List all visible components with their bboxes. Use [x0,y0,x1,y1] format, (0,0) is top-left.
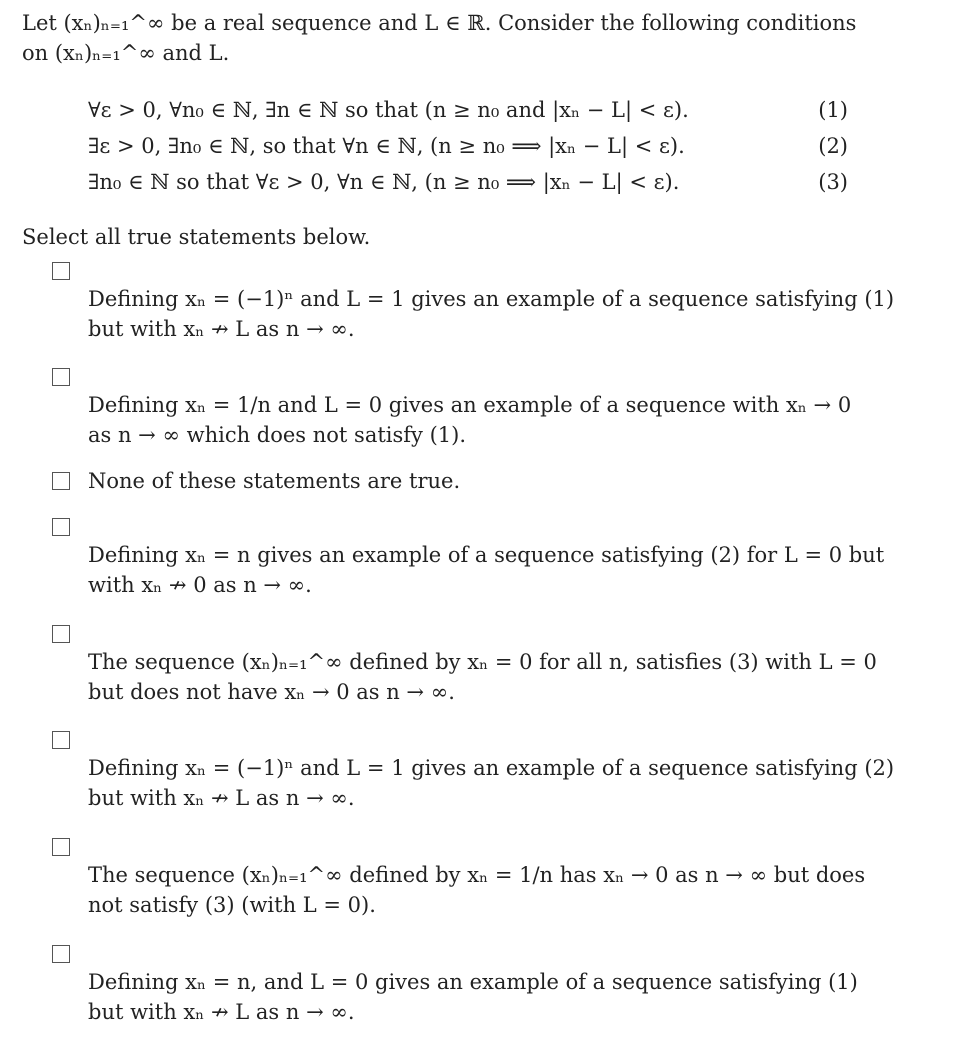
option-line-2: but does not have xₙ → 0 as n → ∞. [88,680,455,704]
option-line-1: Defining xₙ = 1/n and L = 0 gives an example of a sequence with xₙ → 0 [88,393,852,417]
option-line-1: None of these statements are true. [88,469,461,493]
option-line-1: Defining xₙ = n, and L = 0 gives an example of a sequence satisfying (1) [88,970,858,994]
option-line-1: Defining xₙ = (−1)ⁿ and L = 1 gives an example of a sequence satisfying (2) [88,756,895,780]
option-line-1: Defining xₙ = (−1)ⁿ and L = 1 gives an example of a sequence satisfying (1) [88,287,895,311]
option-line-2: not satisfy (3) (with L = 0). [88,893,376,917]
option-checkbox[interactable] [52,838,70,856]
condition-number: (3) [818,170,848,194]
condition-number: (2) [818,134,848,158]
intro-line-2: on (xₙ)ₙ₌₁^∞ and L. [22,41,230,65]
option-checkbox[interactable] [52,262,70,280]
condition-2 [88,128,848,164]
option-line-2: but with xₙ ↛ L as n → ∞. [88,1000,355,1024]
option-checkbox[interactable] [52,518,70,536]
option-checkbox[interactable] [52,472,70,490]
option-line-2: but with xₙ ↛ L as n → ∞. [88,786,355,810]
condition-1 [88,92,848,128]
condition-text: ∃n₀ ∈ ℕ so that ∀ε > 0, ∀n ∈ ℕ, (n ≥ n₀ ⟹ |xₙ − L| < ε). [88,170,680,194]
option-line-1: The sequence (xₙ)ₙ₌₁^∞ defined by xₙ = 1/n has xₙ → 0 as n → ∞ but does [88,863,866,887]
condition-text: ∃ε > 0, ∃n₀ ∈ ℕ, so that ∀n ∈ ℕ, (n ≥ n₀ ⟹ |xₙ − L| < ε). [88,134,685,158]
option-line-2: with xₙ ↛ 0 as n → ∞. [88,573,312,597]
condition-text: ∀ε > 0, ∀n₀ ∈ ℕ, ∃n ∈ ℕ so that (n ≥ n₀ and |xₙ − L| < ε). [88,98,689,122]
intro-line-1: Let (xₙ)ₙ₌₁^∞ be a real sequence and L ∈ ℝ. Consider the following conditions [22,11,857,35]
prompt: Select all true statements below. [22,225,371,249]
option-line-2: but with xₙ ↛ L as n → ∞. [88,317,355,341]
option-line-1: Defining xₙ = n gives an example of a sequence satisfying (2) for L = 0 but [88,543,885,567]
condition-number: (1) [818,98,848,122]
condition-3 [88,164,848,200]
option-checkbox[interactable] [52,368,70,386]
intro [22,8,922,68]
option-line-1: The sequence (xₙ)ₙ₌₁^∞ defined by xₙ = 0 for all n, satisfies (3) with L = 0 [88,650,877,674]
conditions [88,92,848,200]
option-line-2: as n → ∞ which does not satisfy (1). [88,423,466,447]
option-checkbox[interactable] [52,945,70,963]
option-checkbox[interactable] [52,625,70,643]
option-checkbox[interactable] [52,731,70,749]
